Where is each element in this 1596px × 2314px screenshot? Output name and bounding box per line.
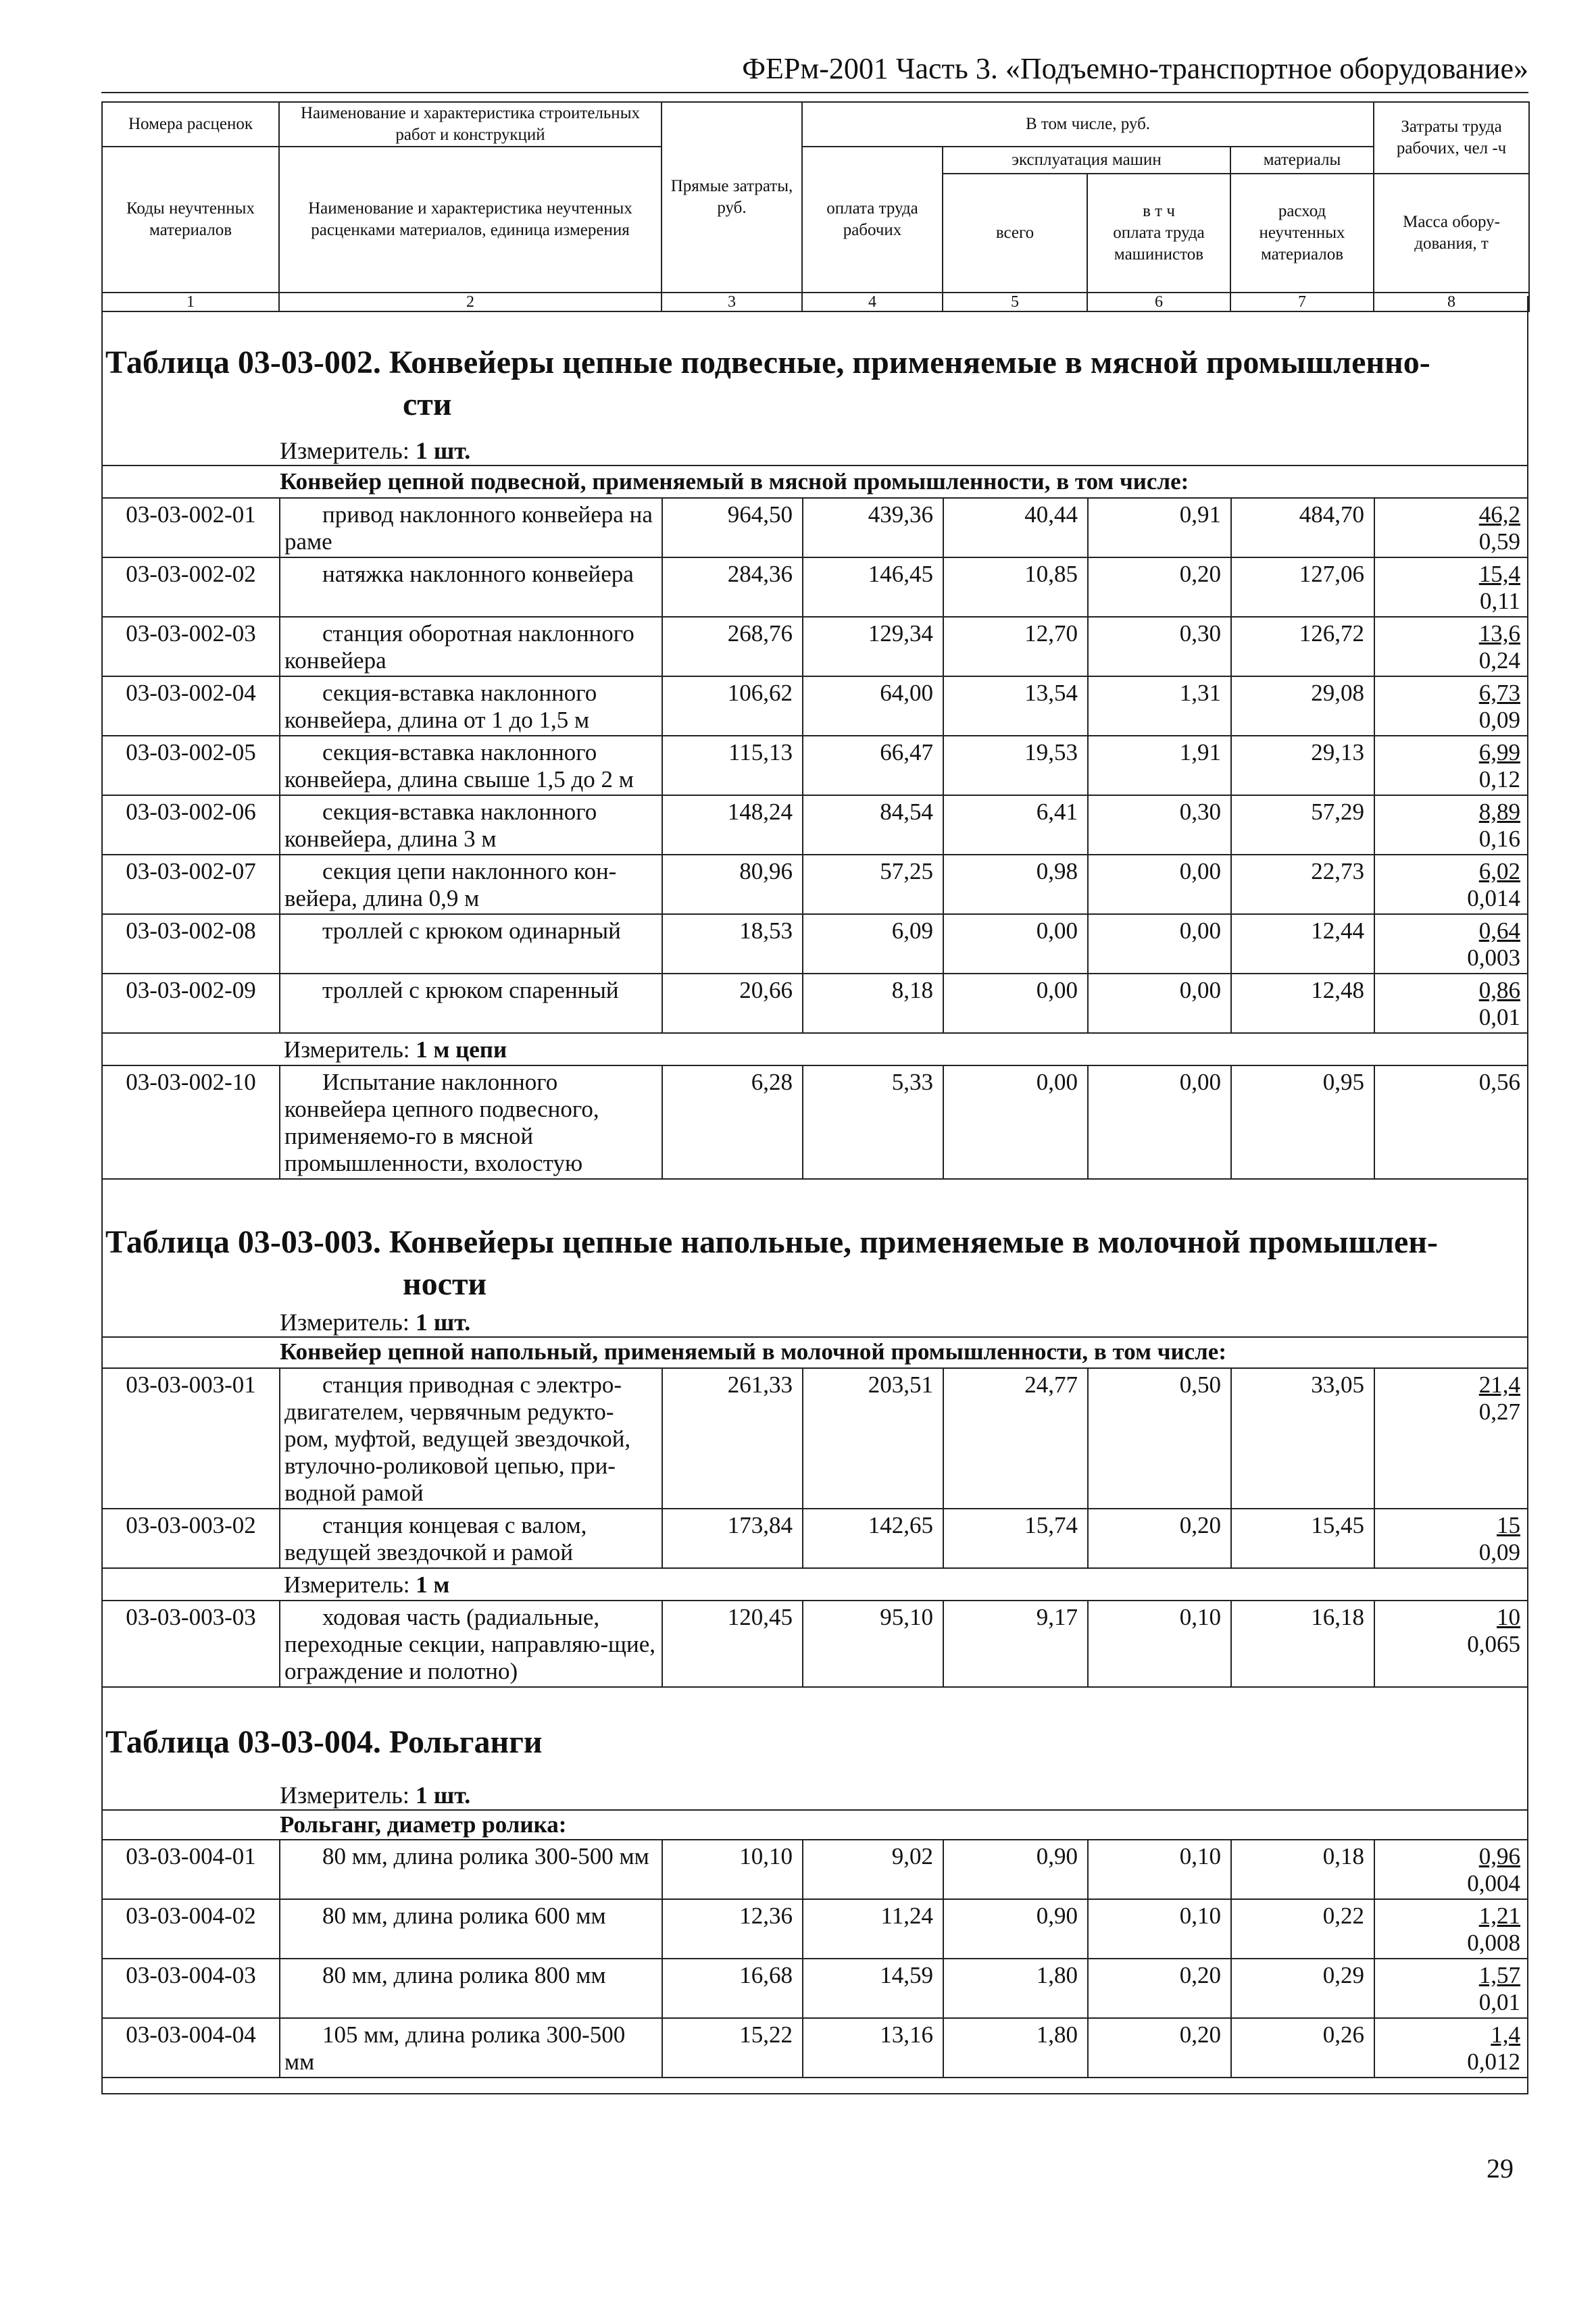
table-row — [103, 736, 1527, 795]
materials: 22,73 — [1231, 855, 1374, 914]
equipment-mass: 0,12 — [1478, 766, 1520, 793]
machine-total: 13,54 — [943, 676, 1088, 736]
meter-label — [280, 1033, 1527, 1065]
machine-total: 6,41 — [943, 795, 1088, 855]
table-title-line2: ности — [403, 1266, 487, 1302]
table-title-line2: сти — [403, 386, 452, 422]
rate-code: 03-03-004-02 — [103, 1899, 280, 1959]
meter-row-spacer — [103, 1568, 280, 1601]
rate-code: 03-03-003-02 — [103, 1509, 280, 1568]
worker-wage: 439,36 — [803, 498, 943, 557]
col-number: 7 — [1230, 293, 1374, 311]
materials: 29,13 — [1231, 736, 1374, 795]
meter-text: Измеритель: — [280, 437, 409, 464]
table-row — [103, 1840, 1527, 1899]
rate-name: привод наклонного конвейера на раме — [280, 498, 662, 557]
direct-costs: 284,36 — [662, 557, 803, 617]
materials: 12,48 — [1231, 974, 1374, 1033]
driver-wage: 0,30 — [1088, 617, 1231, 676]
meter-unit: 1 м цепи — [416, 1036, 507, 1063]
machine-total: 40,44 — [943, 498, 1088, 557]
worker-wage: 203,51 — [803, 1368, 943, 1509]
materials: 0,22 — [1231, 1899, 1374, 1959]
labor-mass-cell — [1374, 1601, 1527, 1687]
rates-table — [103, 1839, 1527, 2078]
rate-name: станция концевая с валом, ведущей звездочкой и рамой — [280, 1509, 662, 1568]
equipment-mass: 0,004 — [1467, 1870, 1520, 1896]
labor-mass-cell — [1374, 557, 1527, 617]
meter-text: Измеритель: — [284, 1571, 410, 1598]
hdr-wage: оплата труда рабочих — [802, 147, 943, 293]
page-number: 29 — [1487, 2153, 1514, 2184]
table-title — [105, 1721, 1518, 1763]
table-row — [103, 974, 1527, 1033]
labor-mass-cell — [1374, 1509, 1527, 1568]
materials: 0,18 — [1231, 1840, 1374, 1899]
machine-total: 0,00 — [943, 914, 1088, 974]
rate-code: 03-03-002-01 — [103, 498, 280, 557]
rate-code: 03-03-003-01 — [103, 1368, 280, 1509]
rate-name: секция цепи наклонного кон-вейера, длина 0,9 м — [280, 855, 662, 914]
equipment-mass: 0,008 — [1467, 1930, 1520, 1956]
direct-costs: 268,76 — [662, 617, 803, 676]
meter-text: Измеритель: — [280, 1309, 409, 1336]
direct-costs: 10,10 — [662, 1840, 803, 1899]
col-number: 2 — [279, 293, 662, 311]
labor-mass-cell — [1374, 498, 1527, 557]
materials: 126,72 — [1231, 617, 1374, 676]
worker-wage: 9,02 — [803, 1840, 943, 1899]
labor-cost: 0,96 — [1478, 1843, 1520, 1869]
equipment-mass: 0,012 — [1467, 2048, 1520, 2075]
machine-total: 19,53 — [943, 736, 1088, 795]
meter-row — [103, 1033, 1527, 1065]
labor-mass-cell — [1374, 736, 1527, 795]
driver-wage: 0,30 — [1088, 795, 1231, 855]
col-number: 6 — [1087, 293, 1230, 311]
hdr-mach-total: всего — [943, 174, 1087, 293]
rate-code: 03-03-002-04 — [103, 676, 280, 736]
driver-wage: 1,31 — [1088, 676, 1231, 736]
column-header-table — [101, 101, 1530, 312]
meter-unit: 1 шт. — [415, 1309, 471, 1336]
direct-costs: 18,53 — [662, 914, 803, 974]
labor-mass-cell — [1374, 795, 1527, 855]
rate-code: 03-03-002-05 — [103, 736, 280, 795]
table-title — [105, 1222, 1518, 1305]
meter-unit: 1 м — [416, 1571, 450, 1598]
equipment-mass: 0,11 — [1480, 588, 1520, 614]
equipment-mass: 0,09 — [1478, 1539, 1520, 1565]
header-rule — [101, 92, 1528, 93]
hdr-direct: Прямые затраты, руб. — [662, 102, 802, 293]
machine-total: 1,80 — [943, 1959, 1088, 2018]
rate-code: 03-03-002-08 — [103, 914, 280, 974]
hdr-labor: Затраты труда рабочих, чел -ч — [1374, 102, 1529, 174]
col-number: 4 — [802, 293, 943, 311]
driver-wage: 0,91 — [1088, 498, 1231, 557]
labor-mass-cell — [1374, 974, 1527, 1033]
table-row — [103, 676, 1527, 736]
meter-label — [280, 1781, 470, 1809]
rate-code: 03-03-004-01 — [103, 1840, 280, 1899]
rates-table — [103, 1367, 1527, 1688]
rate-name: 80 мм, длина ролика 300-500 мм — [280, 1840, 662, 1899]
rate-name: станция приводная с электро-двигателем, червячным редукто-ром, муфтой, ведущей звездочкой, втулочно-роликовой цепью, при-водной рамой — [280, 1368, 662, 1509]
labor-cost: 6,99 — [1478, 739, 1520, 765]
driver-wage: 0,20 — [1088, 1509, 1231, 1568]
materials: 0,26 — [1231, 2018, 1374, 2078]
direct-costs: 16,68 — [662, 1959, 803, 2018]
rate-name: секция-вставка наклонного конвейера, длина 3 м — [280, 795, 662, 855]
materials: 16,18 — [1231, 1601, 1374, 1687]
worker-wage: 64,00 — [803, 676, 943, 736]
table-row — [103, 1959, 1527, 2018]
hdr-col2-bottom: Наименование и характеристика неучтенных расценками материалов, единица измерения — [279, 147, 662, 293]
machine-total: 24,77 — [943, 1368, 1088, 1509]
driver-wage: 0,10 — [1088, 1840, 1231, 1899]
direct-costs: 80,96 — [662, 855, 803, 914]
labor-cost: 6,73 — [1478, 680, 1520, 706]
labor-cost: 15 — [1497, 1512, 1520, 1538]
col-number: 1 — [102, 293, 279, 311]
rate-name: Испытание наклонного конвейера цепного подвесного, применяемо-го в мясной промышленности, вхолостую — [280, 1065, 662, 1179]
equipment-mass: 0,01 — [1478, 1004, 1520, 1030]
col-number: 8 — [1374, 293, 1529, 311]
table-row — [103, 498, 1527, 557]
worker-wage: 8,18 — [803, 974, 943, 1033]
direct-costs: 6,28 — [662, 1065, 803, 1179]
labor-mass-cell — [1374, 1065, 1527, 1179]
equipment-mass: 0,16 — [1478, 826, 1520, 852]
rate-code: 03-03-002-09 — [103, 974, 280, 1033]
direct-costs: 12,36 — [662, 1899, 803, 1959]
materials: 484,70 — [1231, 498, 1374, 557]
materials: 12,44 — [1231, 914, 1374, 974]
materials: 0,29 — [1231, 1959, 1374, 2018]
worker-wage: 14,59 — [803, 1959, 943, 2018]
labor-mass-cell — [1374, 2018, 1527, 2078]
worker-wage: 66,47 — [803, 736, 943, 795]
hdr-machines: эксплуатация машин — [943, 147, 1230, 174]
table-row — [103, 855, 1527, 914]
labor-mass-cell — [1374, 1959, 1527, 2018]
meter-unit: 1 шт. — [415, 437, 471, 464]
driver-wage: 0,20 — [1088, 557, 1231, 617]
rate-code: 03-03-002-06 — [103, 795, 280, 855]
machine-total: 9,17 — [943, 1601, 1088, 1687]
machine-total: 0,00 — [943, 1065, 1088, 1179]
worker-wage: 11,24 — [803, 1899, 943, 1959]
worker-wage: 5,33 — [803, 1065, 943, 1179]
rate-name: станция оборотная наклонного конвейера — [280, 617, 662, 676]
labor-mass-cell — [1374, 676, 1527, 736]
rate-name: троллей с крюком спаренный — [280, 974, 662, 1033]
rate-code: 03-03-004-04 — [103, 2018, 280, 2078]
equipment-mass: 0,003 — [1467, 945, 1520, 971]
running-header: ФЕРм-2001 Часть 3. «Подъемно-транспортное оборудование» — [742, 52, 1528, 85]
hdr-col1-bottom: Коды неучтенных материалов — [102, 147, 279, 293]
driver-wage: 0,20 — [1088, 2018, 1231, 2078]
meter-text: Измеритель: — [284, 1036, 410, 1063]
hdr-materials: материалы — [1230, 147, 1374, 174]
direct-costs: 148,24 — [662, 795, 803, 855]
hdr-col2-top: Наименование и характеристика строительных работ и конструкций — [279, 102, 662, 147]
equipment-mass: 0,09 — [1478, 707, 1520, 733]
table-row — [103, 557, 1527, 617]
labor-mass-cell — [1374, 914, 1527, 974]
labor-cost: 6,02 — [1478, 858, 1520, 884]
machine-total: 0,90 — [943, 1899, 1088, 1959]
table-row — [103, 1065, 1527, 1179]
labor-mass-cell — [1374, 855, 1527, 914]
driver-wage: 0,00 — [1088, 974, 1231, 1033]
rate-name: троллей с крюком одинарный — [280, 914, 662, 974]
worker-wage: 84,54 — [803, 795, 943, 855]
machine-total: 0,00 — [943, 974, 1088, 1033]
labor-cost: 0,64 — [1478, 917, 1520, 944]
labor-mass-cell — [1374, 1840, 1527, 1899]
labor-mass-cell — [1374, 617, 1527, 676]
labor-cost: 10 — [1497, 1604, 1520, 1630]
equipment-mass: 0,27 — [1478, 1399, 1520, 1425]
rate-name: натяжка наклонного конвейера — [280, 557, 662, 617]
group-heading: Конвейер цепной подвесной, применяемый в мясной промышленности, в том числе: — [280, 468, 1189, 495]
driver-wage: 0,00 — [1088, 855, 1231, 914]
direct-costs: 964,50 — [662, 498, 803, 557]
hdr-unacc-mat: расход неучтенных материалов — [1230, 174, 1374, 293]
table-row — [103, 1509, 1527, 1568]
meter-text: Измеритель: — [280, 1782, 409, 1809]
machine-total: 15,74 — [943, 1509, 1088, 1568]
rates-table — [103, 497, 1527, 1180]
rate-name: ходовая часть (радиальные, переходные секции, направляю-щие, ограждение и полотно) — [280, 1601, 662, 1687]
materials: 127,06 — [1231, 557, 1374, 617]
hdr-driver-wage-label: оплата труда машинистов — [1113, 224, 1205, 263]
main-frame — [101, 296, 1528, 2094]
machine-total: 0,98 — [943, 855, 1088, 914]
table-title-line1: Таблица 03-03-004. Рольганги — [105, 1724, 543, 1760]
hdr-incl: В том числе, руб. — [802, 102, 1374, 147]
machine-total: 1,80 — [943, 2018, 1088, 2078]
table-row — [103, 1899, 1527, 1959]
table-title-line1: Таблица 03-03-002. Конвейеры цепные подвесные, применяемые в мясной промышленно- — [105, 345, 1430, 380]
table-row — [103, 617, 1527, 676]
labor-cost: 21,4 — [1478, 1372, 1520, 1398]
direct-costs: 173,84 — [662, 1509, 803, 1568]
rate-code: 03-03-002-07 — [103, 855, 280, 914]
worker-wage: 129,34 — [803, 617, 943, 676]
meter-row-spacer — [103, 1033, 280, 1065]
direct-costs: 15,22 — [662, 2018, 803, 2078]
labor-cost: 1,21 — [1478, 1903, 1520, 1929]
rate-name: 105 мм, длина ролика 300-500 мм — [280, 2018, 662, 2078]
rate-code: 03-03-003-03 — [103, 1601, 280, 1687]
hdr-incl-short: в т ч — [1143, 202, 1175, 220]
labor-cost: 0,56 — [1478, 1069, 1520, 1095]
table-row — [103, 1368, 1527, 1509]
labor-cost: 1,57 — [1478, 1962, 1520, 1988]
materials: 0,95 — [1231, 1065, 1374, 1179]
materials: 57,29 — [1231, 795, 1374, 855]
group-heading: Рольганг, диаметр ролика: — [280, 1811, 567, 1838]
table-row — [103, 795, 1527, 855]
labor-mass-cell — [1374, 1368, 1527, 1509]
worker-wage: 13,16 — [803, 2018, 943, 2078]
materials: 29,08 — [1231, 676, 1374, 736]
meter-label — [280, 1568, 1527, 1601]
worker-wage: 57,25 — [803, 855, 943, 914]
divider — [103, 465, 1527, 466]
driver-wage: 0,00 — [1088, 1065, 1231, 1179]
driver-wage: 0,20 — [1088, 1959, 1231, 2018]
rate-name: секция-вставка наклонного конвейера, длина от 1 до 1,5 м — [280, 676, 662, 736]
hdr-col1-top: Номера расценок — [102, 102, 279, 147]
table-row — [103, 1601, 1527, 1687]
machine-total: 0,90 — [943, 1840, 1088, 1899]
direct-costs: 20,66 — [662, 974, 803, 1033]
rate-name: секция-вставка наклонного конвейера, длина свыше 1,5 до 2 м — [280, 736, 662, 795]
labor-mass-cell — [1374, 1899, 1527, 1959]
meter-row — [103, 1568, 1527, 1601]
rate-code: 03-03-002-02 — [103, 557, 280, 617]
direct-costs: 115,13 — [662, 736, 803, 795]
direct-costs: 106,62 — [662, 676, 803, 736]
meter-label — [280, 1308, 470, 1336]
table-title-line1: Таблица 03-03-003. Конвейеры цепные напольные, применяемые в молочной промышлен- — [105, 1224, 1438, 1260]
machine-total: 12,70 — [943, 617, 1088, 676]
rate-name: 80 мм, длина ролика 600 мм — [280, 1899, 662, 1959]
rate-code: 03-03-002-03 — [103, 617, 280, 676]
labor-cost: 0,86 — [1478, 977, 1520, 1003]
equipment-mass: 0,24 — [1478, 647, 1520, 674]
equipment-mass: 0,01 — [1478, 1989, 1520, 2015]
driver-wage: 0,10 — [1088, 1899, 1231, 1959]
driver-wage: 0,50 — [1088, 1368, 1231, 1509]
equipment-mass: 0,065 — [1467, 1631, 1520, 1657]
driver-wage: 0,10 — [1088, 1601, 1231, 1687]
equipment-mass: 0,59 — [1478, 528, 1520, 555]
table-row — [103, 914, 1527, 974]
meter-label — [280, 436, 470, 465]
machine-total: 10,85 — [943, 557, 1088, 617]
group-heading: Конвейер цепной напольный, применяемый в молочной промышленности, в том числе: — [280, 1338, 1226, 1365]
worker-wage: 6,09 — [803, 914, 943, 974]
direct-costs: 261,33 — [662, 1368, 803, 1509]
table-title — [105, 342, 1518, 426]
col-number: 5 — [943, 293, 1087, 311]
labor-cost: 8,89 — [1478, 799, 1520, 825]
worker-wage: 142,65 — [803, 1509, 943, 1568]
direct-costs: 120,45 — [662, 1601, 803, 1687]
materials: 15,45 — [1231, 1509, 1374, 1568]
labor-cost: 15,4 — [1478, 561, 1520, 587]
rate-name: 80 мм, длина ролика 800 мм — [280, 1959, 662, 2018]
table-row — [103, 2018, 1527, 2078]
rate-code: 03-03-002-10 — [103, 1065, 280, 1179]
hdr-mass: Масса обору-дования, т — [1374, 174, 1529, 293]
labor-cost: 13,6 — [1478, 620, 1520, 647]
hdr-driver-wage — [1087, 174, 1230, 293]
equipment-mass: 0,014 — [1467, 885, 1520, 911]
driver-wage: 0,00 — [1088, 914, 1231, 974]
labor-cost: 46,2 — [1478, 501, 1520, 528]
meter-unit: 1 шт. — [415, 1782, 471, 1809]
worker-wage: 146,45 — [803, 557, 943, 617]
col-number: 3 — [662, 293, 802, 311]
driver-wage: 1,91 — [1088, 736, 1231, 795]
rate-code: 03-03-004-03 — [103, 1959, 280, 2018]
materials: 33,05 — [1231, 1368, 1374, 1509]
labor-cost: 1,4 — [1491, 2021, 1520, 2048]
worker-wage: 95,10 — [803, 1601, 943, 1687]
